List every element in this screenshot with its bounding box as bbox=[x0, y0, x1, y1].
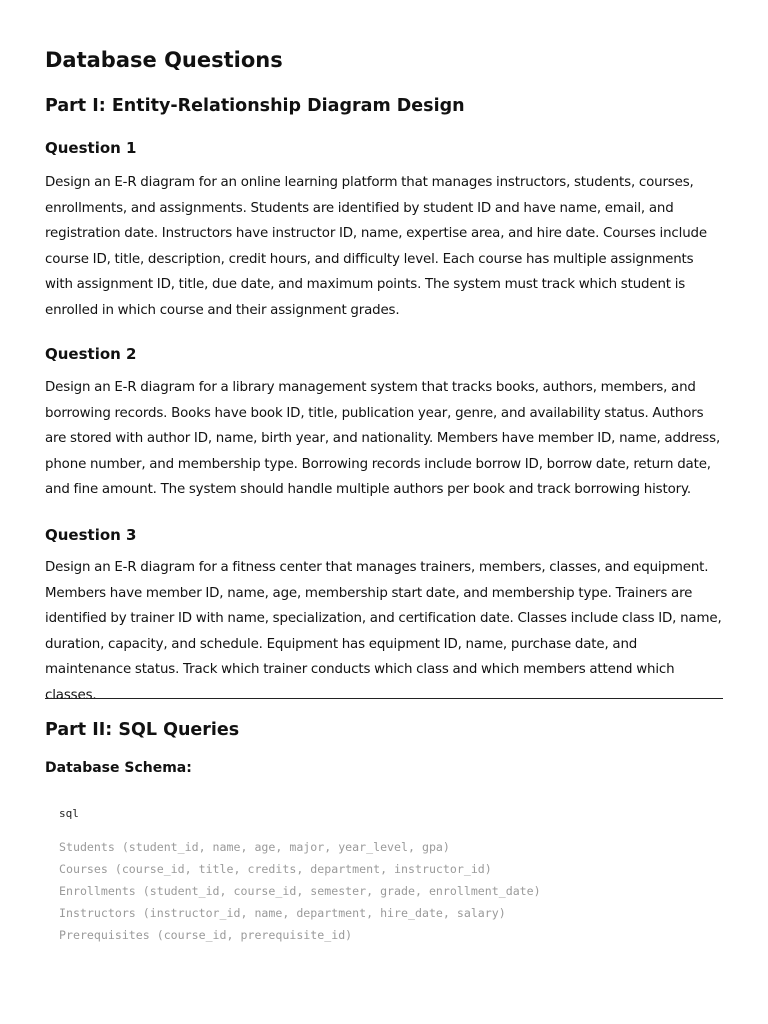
schema-line-prerequisites: Prerequisites (course_id, prerequisite_id) bbox=[59, 928, 353, 942]
part1-title: Part I: Entity-Relationship Diagram Design bbox=[45, 96, 465, 116]
schema-label: Database Schema: bbox=[45, 760, 192, 776]
question-2-title: Question 2 bbox=[45, 345, 137, 363]
question-1-title: Question 1 bbox=[45, 139, 137, 157]
section-divider bbox=[45, 698, 723, 699]
question-1-body: Design an E-R diagram for an online learning platform that manages instructors, students, courses, enrollments, and assignments. Students are identified by student ID and have name, email, and registration date. Instructors have instructor ID, name, expertise area, and hire date. Courses include course ID, title, description, credit hours, and difficulty level. Each course has multiple assignments with assignment ID, title, due date, and maximum points. The system must track which student is enrolled in which course and their assignment grades. bbox=[45, 175, 707, 318]
question-2-body: Design an E-R diagram for a library management system that tracks books, authors, members, and borrowing records. Books have book ID, title, publication year, genre, and availability status. Authors are stored with author ID, name, birth year, and nationality. Members have member ID, name, address, phone number, and membership type. Borrowing records include borrow ID, borrow date, return date, and fine amount. The system should handle multiple authors per book and track borrowing history. bbox=[45, 380, 721, 498]
schema-line-enrollments: Enrollments (student_id, course_id, semester, grade, enrollment_date) bbox=[59, 884, 541, 898]
schema-line-instructors: Instructors (instructor_id, name, department, hire_date, salary) bbox=[59, 906, 506, 920]
code-language-label: sql bbox=[59, 807, 79, 820]
document-title: Database Questions bbox=[45, 48, 283, 72]
schema-line-students: Students (student_id, name, age, major, year_level, gpa) bbox=[59, 840, 450, 854]
part2-title: Part II: SQL Queries bbox=[45, 720, 240, 740]
question-3-body: Design an E-R diagram for a fitness center that manages trainers, members, classes, and equipment. Members have member ID, name, age, membership start date, and membership type. Trainers are identified by trainer ID with name, specialization, and certification date. Classes include class ID, name, duration, capacity, and schedule. Equipment has equipment ID, name, purchase date, and maintenance status. Track which trainer conducts which class and which members attend which classes. bbox=[45, 560, 722, 703]
question-3-title: Question 3 bbox=[45, 526, 137, 544]
schema-line-courses: Courses (course_id, title, credits, department, instructor_id) bbox=[59, 862, 492, 876]
schema-code-block bbox=[59, 836, 541, 946]
